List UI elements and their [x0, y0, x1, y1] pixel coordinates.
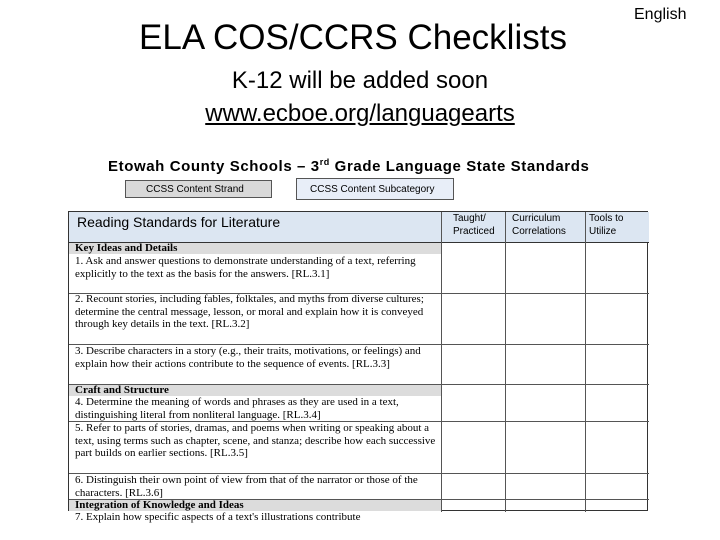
col-divider	[585, 212, 586, 512]
table-row: 7. Explain how specific aspects of a text's illustrations contribute	[75, 511, 361, 523]
website-link-container	[0, 100, 720, 128]
heading-pre: Etowah County Schools – 3	[108, 158, 320, 175]
legend-content-subcategory: CCSS Content Subcategory	[296, 178, 454, 200]
table-title: Reading Standards for Literature	[77, 214, 281, 230]
table-row: 1. Ask and answer questions to demonstrate understanding of a text, referring explicitly to the text as the basis for the answers. [RL.3.1]	[75, 255, 416, 280]
table-header	[69, 212, 649, 243]
col-taught: Taught/ Practiced	[453, 213, 495, 237]
website-link[interactable]: www.ecboe.org/languagearts	[205, 100, 515, 127]
col-curriculum: Curriculum Correlations	[512, 213, 566, 237]
col-tools: Tools to Utilize	[589, 213, 624, 237]
language-link[interactable]: English	[634, 6, 687, 23]
category-craft-structure: Craft and Structure	[69, 385, 441, 396]
table-row: 3. Describe characters in a story (e.g., their traits, motivations, or feelings) and explain how their actions contribute to the sequence of events. [RL.3.3]	[75, 345, 421, 370]
category-integration: Integration of Knowledge and Ideas	[69, 500, 441, 511]
table-row: 6. Distinguish their own point of view from that of the narrator or those of the characters. [RL.3.6]	[75, 474, 418, 499]
col-divider	[441, 212, 442, 512]
document-heading	[108, 157, 589, 175]
legend-content-strand: CCSS Content Strand	[125, 180, 272, 198]
category-key-ideas: Key Ideas and Details	[69, 243, 441, 254]
heading-post: Grade Language State Standards	[329, 158, 590, 175]
table-row: 4. Determine the meaning of words and phrases as they are used in a text, distinguishing literal from nonliteral language. [RL.3.4]	[75, 396, 399, 421]
page-title: ELA COS/CCRS Checklists	[139, 18, 567, 57]
page-subtitle: K-12 will be added soon	[231, 67, 489, 94]
heading-sup: rd	[319, 157, 330, 167]
standards-table	[68, 211, 648, 523]
table-row: 5. Refer to parts of stories, dramas, and poems when writing or speaking about a text, using terms such as chapter, scene, and stanza; describe how each successive part builds on earlier sections. [RL.3.5]	[75, 422, 436, 459]
col-divider	[505, 212, 506, 512]
table-row: 2. Recount stories, including fables, folktales, and myths from diverse cultures; determine the central message, lesson, or moral and explain how it is conveyed through key details in the text. [RL.3.2]	[75, 293, 424, 330]
